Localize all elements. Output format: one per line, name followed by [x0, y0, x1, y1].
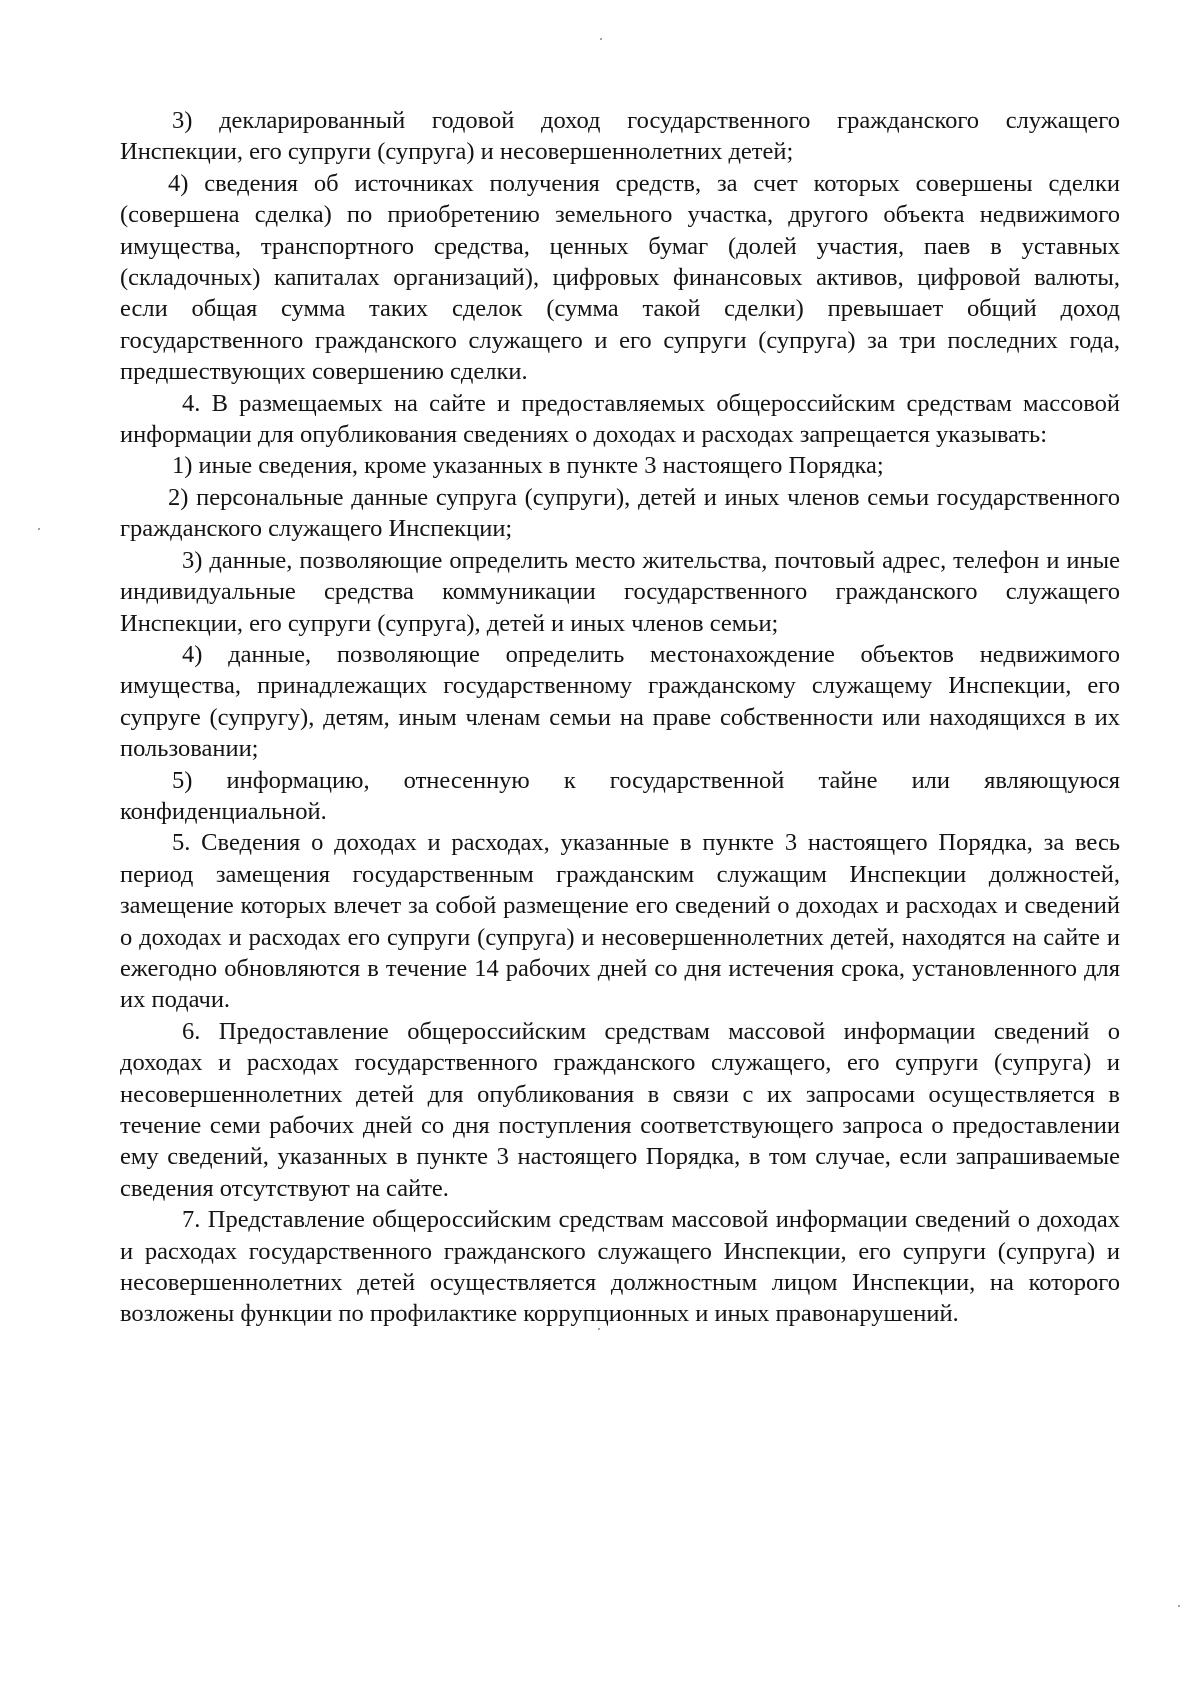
- scan-speck: [1178, 1605, 1180, 1607]
- paragraph-item-1-other-info: 1) иные сведения, кроме указанных в пункте 3 настоящего Порядка;: [172, 452, 884, 480]
- paragraph-item-4-sources-of-funds: 4) сведения об источниках получения средств, за счет которых совершены сделки (совершена сделка) по приобретению земельного участка, другого объекта недвижимого имущества, транспортного средства, ценных бумаг (долей участия, паев в уставных (складочных) капиталах организаций), цифровых финансовых активов, цифровой валюты, если общая сумма таких сделок (сумма такой сделки) превышает общий доход государственного гражданского служащего и его супруги (супруга) за три последних года, предшествующих совершению сделки.: [120, 169, 1120, 386]
- document-body: [120, 105, 1120, 1330]
- paragraph-section-5-publication-period: 5. Сведения о доходах и расходах, указанные в пункте 3 настоящего Порядка, за весь период замещения государственным гражданским служащим Инспекции должностей, замещение которых влечет за собой размещение его сведений о доходах и расходах и сведений о доходах и расходах его супруги (супруга) и несовершеннолетних детей, находятся на сайте и ежегодно обновляются в течение 14 рабочих дней со дня истечения срока, установленного для их подачи.: [120, 829, 1120, 1014]
- paragraph-item-4-property-location: 4) данные, позволяющие определить местонахождение объектов недвижимого имущества, принадлежащих государственному гражданскому служащему Инспекции, его супруге (супругу), детям, иным членам семьи на праве собственности или находящихся в их пользовании;: [120, 640, 1120, 763]
- scan-speck: [600, 38, 602, 40]
- scan-speck: [38, 528, 40, 530]
- paragraph-item-5-state-secret: 5) информацию, отнесенную к государственной тайне или являющуюся конфиденциальной.: [120, 766, 1120, 825]
- paragraph-section-6-media-requests: 6. Предоставление общероссийским средствам массовой информации сведений о доходах и расходах государственного гражданского служащего, его супруги (супруга) и несовершеннолетних детей для опубликования в связи с их запросами осуществляется в течение семи рабочих дней со дня поступления соответствующего запроса о предоставлении ему сведений, указанных в пункте 3 настоящего Порядка, в том случае, если запрашиваемые сведения отсутствуют на сайте.: [120, 1017, 1120, 1202]
- paragraph-item-3-declared-income: 3) декларированный годовой доход государственного гражданского служащего Инспекции, его супруги (супруга) и несовершеннолетних детей;: [120, 107, 1120, 166]
- paragraph-item-3-residence-data: 3) данные, позволяющие определить место жительства, почтовый адрес, телефон и иные индивидуальные средства коммуникации государственного гражданского служащего Инспекции, его супруги (супруга), детей и иных членов семьи;: [120, 546, 1120, 637]
- paragraph-item-2-personal-data: 2) персональные данные супруга (супруги), детей и иных членов семьи государственного гражданского служащего Инспекции;: [120, 483, 1120, 543]
- paragraph-section-4-prohibitions: 4. В размещаемых на сайте и предоставляемых общероссийским средствам массовой информации для опубликования сведениях о доходах и расходах запрещается указывать:: [120, 389, 1120, 449]
- paragraph-section-7-responsible-official: 7. Представление общероссийским средствам массовой информации сведений о доходах и расходах государственного гражданского служащего Инспекции, его супруги (супруга) и несовершеннолетних детей осуществляется должностным лицом Инспекции, на которого возложены функции по профилактике коррупционных и иных правонарушений.: [120, 1206, 1120, 1328]
